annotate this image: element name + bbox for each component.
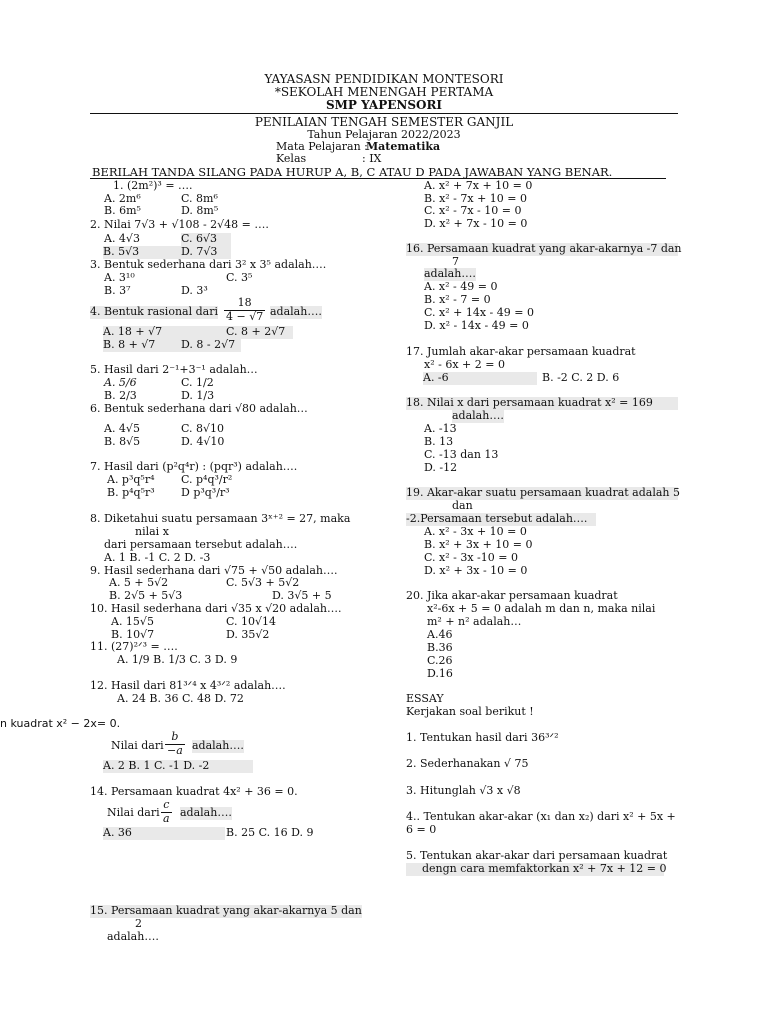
q4-denominator: 4 − √7 <box>226 309 264 323</box>
q15-option-a: A. x² + 7x + 10 = 0 <box>424 179 533 192</box>
q18-option-a: A. -13 <box>424 422 457 435</box>
essay-4-line2: 6 = 0 <box>406 823 437 836</box>
q18-option-c: C. -13 dan 13 <box>424 448 499 461</box>
q4-option-d: D. 8 - 2√7 <box>181 338 236 351</box>
essay-instruction: Kerjakan soal berikut ! <box>406 705 534 718</box>
q5-option-c: C. 1/2 <box>181 376 214 389</box>
q7-option-a: A. p³q⁵r⁴ <box>107 473 155 486</box>
q10-option-c: C. 10√14 <box>226 615 277 628</box>
q20-option-a: A.46 <box>427 628 453 641</box>
q20-stem-line2: x²-6x + 5 = 0 adalah m dan n, maka nilai <box>427 602 656 615</box>
q19-stem-line3: -2.Persamaan tersebut adalah…. <box>406 513 596 526</box>
q16-option-c: C. x² + 14x - 49 = 0 <box>424 306 534 319</box>
q10-option-a: A. 15√5 <box>111 615 154 628</box>
q4-fraction <box>224 297 265 323</box>
essay-1: 1. Tentukan hasil dari 36³ᐟ² <box>406 731 559 744</box>
q18-stem-line1: 18. Nilai x dari persamaan kuadrat x² = 169 <box>406 397 678 410</box>
school-year: Tahun Pelajaran 2022/2023 <box>307 128 461 141</box>
q9-option-c: C. 5√3 + 5√2 <box>226 576 300 589</box>
q20-option-b: B.36 <box>427 641 453 654</box>
q5-option-b: B. 2/3 <box>104 389 137 402</box>
q20-option-c: C.26 <box>427 654 453 667</box>
q13-stem-post: adalah…. <box>192 739 244 752</box>
q10-option-d: D. 35√2 <box>226 628 270 641</box>
q11-options: A. 1/9 B. 1/3 C. 3 D. 9 <box>117 653 238 666</box>
q6-option-d: D. 4√10 <box>181 435 225 448</box>
q16-option-d: D. x² - 14x - 49 = 0 <box>424 319 529 332</box>
q12-stem: 12. Hasil dari 81³ᐟ⁴ x 4³ᐟ² adalah…. <box>90 679 286 692</box>
q7-option-b: B. p⁴q⁵r³ <box>107 486 155 499</box>
q16-option-b: B. x² - 7 = 0 <box>424 293 491 306</box>
q14-stem-pre: Nilai dari <box>107 806 160 819</box>
q10-stem: 10. Hasil sederhana dari √35 x √20 adalah…. <box>90 602 342 615</box>
q19-stem-line1: 19. Akar-akar suatu persamaan kuadrat adalah 5 <box>406 486 680 499</box>
q4-option-a: A. 18 + √7 <box>103 326 293 339</box>
q9-stem: 9. Hasil sederhana dari √75 + √50 adalah…. <box>90 564 338 577</box>
essay-4-line1: 4.. Tentukan akar-akar (x₁ dan x₂) dari x² + 5x + <box>406 810 676 823</box>
q17-option-a: A. -6 <box>423 372 537 385</box>
q19-option-b: B. x² + 3x + 10 = 0 <box>424 538 533 551</box>
q6-stem: 6. Bentuk sederhana dari √80 adalah… <box>90 402 308 415</box>
header-divider <box>90 113 678 114</box>
q16-option-a: A. x² - 49 = 0 <box>424 280 498 293</box>
q9-option-b: B. 2√5 + 5√3 <box>109 589 183 602</box>
q16-stem-line1: 16. Persamaan kuadrat yang akar-akarnya -7 dan <box>406 242 682 255</box>
q13-denominator: −a <box>167 743 183 757</box>
q3-stem: 3. Bentuk sederhana dari 3² x 3⁵ adalah…. <box>90 258 327 271</box>
q1-option-b: B. 6m⁵ <box>104 204 141 217</box>
q16-stem-line3: adalah…. <box>424 267 476 280</box>
q17-stem-line1: 17. Jumlah akar-akar persamaan kuadrat <box>406 345 636 358</box>
q6-option-a: A. 4√5 <box>104 422 140 435</box>
q1-option-c: C. 8m⁶ <box>181 192 218 205</box>
q6-option-c: C. 8√10 <box>181 422 225 435</box>
q15-stem-line3: adalah…. <box>107 930 159 943</box>
instruction: BERILAH TANDA SILANG PADA HURUP A, B, C ATAU D PADA JAWABAN YANG BENAR. <box>92 165 613 179</box>
q14-numerator: c <box>161 799 172 813</box>
q7-option-c: C. p⁴q³/r² <box>181 473 233 486</box>
q7-stem: 7. Hasil dari (p²q⁴r) : (pqr³) adalah…. <box>90 460 298 473</box>
q3-option-c: C. 3⁵ <box>226 271 253 284</box>
q4-stem-pre: 4. Bentuk rasional dari <box>90 305 218 318</box>
q15-stem-line2: 2 <box>135 917 142 930</box>
q2-option-d: D. 7√3 <box>181 245 218 258</box>
q17-stem-line2: x² - 6x + 2 = 0 <box>424 358 505 371</box>
q14-fraction <box>161 799 172 825</box>
essay-3: 3. Hitunglah √3 x √8 <box>406 784 521 797</box>
q9-option-d: D. 3√5 + 5 <box>272 589 332 602</box>
q11-stem: 11. (27)²ᐟ³ = …. <box>90 640 178 653</box>
q13-fraction <box>165 731 185 757</box>
q7-option-d: D p³q³/r³ <box>181 486 230 499</box>
q15-option-c: C. x² - 7x - 10 = 0 <box>424 204 522 217</box>
q6-option-b: B. 8√5 <box>104 435 141 448</box>
q13-stem-pre: Nilai dari <box>111 739 164 752</box>
q16-stem-line2: 7 <box>452 255 459 268</box>
q4-numerator: 18 <box>224 297 265 311</box>
q10-option-b: B. 10√7 <box>111 628 155 641</box>
q13-numerator: b <box>165 731 185 745</box>
q18-option-d: D. -12 <box>424 461 458 474</box>
q5-option-d: D. 1/3 <box>181 389 215 402</box>
school-name: SMP YAPENSORI <box>325 98 443 112</box>
q14-stem-post: adalah…. <box>180 806 232 819</box>
q8-options: A. 1 B. -1 C. 2 D. -3 <box>104 551 211 564</box>
school-level: *SEKOLAH MENENGAH PERTAMA <box>274 85 494 99</box>
q3-option-b: B. 3⁷ <box>104 284 131 297</box>
essay-2: 2. Sederhanakan √ 75 <box>406 757 529 770</box>
q19-option-a: A. x² - 3x + 10 = 0 <box>424 525 527 538</box>
q15-option-b: B. x² - 7x + 10 = 0 <box>424 192 528 205</box>
exam-title: PENILAIAN TENGAH SEMESTER GANJIL <box>254 115 514 129</box>
q5-stem: 5. Hasil dari 2⁻¹+3⁻¹ adalah… <box>90 363 258 376</box>
q5-option-a: A. 5/6 <box>104 376 137 389</box>
essay-title: ESSAY <box>406 692 444 705</box>
q2-option-c: C. 6√3 <box>181 233 231 246</box>
q8-stem-line3: dari persamaan tersebut adalah…. <box>104 538 298 551</box>
class-value: : IX <box>362 152 382 165</box>
q14-option-a: A. 36 <box>103 827 225 840</box>
q1-stem: 1. (2m²)³ = …. <box>113 179 193 192</box>
q1-option-d: D. 8m⁵ <box>181 204 219 217</box>
q20-stem-line3: m² + n² adalah… <box>427 615 522 628</box>
q8-stem-line1: 8. Diketahui suatu persamaan 3ˣ⁺² = 27, maka <box>90 512 351 525</box>
q19-option-c: C. x² - 3x -10 = 0 <box>424 551 518 564</box>
q18-stem-line2: adalah…. <box>452 409 504 422</box>
q4-stem-post: adalah…. <box>270 305 322 318</box>
q8-stem-line2: nilai x <box>135 525 169 538</box>
q1-option-a: A. 2m⁶ <box>104 192 141 205</box>
q12-options: A. 24 B. 36 C. 48 D. 72 <box>117 692 244 705</box>
q13-stem-fragment: n kuadrat x² − 2x= 0. <box>0 717 121 730</box>
q3-option-a: A. 3¹⁰ <box>104 271 135 284</box>
q15-option-d: D. x² + 7x - 10 = 0 <box>424 217 528 230</box>
q19-stem-line2: dan <box>452 499 473 512</box>
subject-label: Mata Pelajaran : <box>276 140 368 153</box>
q4-option-b: B. 8 + √7 <box>103 339 241 352</box>
q15-stem-line1: 15. Persamaan kuadrat yang akar-akarnya 5 dan <box>90 904 362 917</box>
q9-option-a: A. 5 + 5√2 <box>109 576 169 589</box>
q2-stem: 2. Nilai 7√3 + √108 - 2√48 = …. <box>90 218 269 231</box>
essay-5-line1: 5. Tentukan akar-akar dari persamaan kuadrat <box>406 849 668 862</box>
q20-option-d: D.16 <box>427 667 453 680</box>
foundation-name: YAYASASN PENDIDIKAN MONTESORI <box>264 72 504 86</box>
essay-5-line2: dengn cara memfaktorkan x² + 7x + 12 = 0 <box>406 863 664 876</box>
q14-other-options: B. 25 C. 16 D. 9 <box>226 826 314 839</box>
q4-option-c: C. 8 + 2√7 <box>226 325 286 338</box>
q2-option-a: A. 4√3 <box>104 232 140 245</box>
q18-option-b: B. 13 <box>424 435 454 448</box>
q13-options: A. 2 B. 1 C. -1 D. -2 <box>103 760 253 773</box>
subject-value: Matematika <box>366 140 441 153</box>
q14-stem: 14. Persamaan kuadrat 4x² + 36 = 0. <box>90 785 298 798</box>
q14-denominator: a <box>163 811 170 825</box>
q3-option-d: D. 3³ <box>181 284 208 297</box>
q19-option-d: D. x² + 3x - 10 = 0 <box>424 564 528 577</box>
q20-stem-line1: 20. Jika akar-akar persamaan kuadrat <box>406 589 618 602</box>
q2-option-b: B. 5√3 <box>103 246 231 259</box>
q17-other-options: B. -2 C. 2 D. 6 <box>542 371 620 384</box>
class-label: Kelas <box>276 152 307 165</box>
